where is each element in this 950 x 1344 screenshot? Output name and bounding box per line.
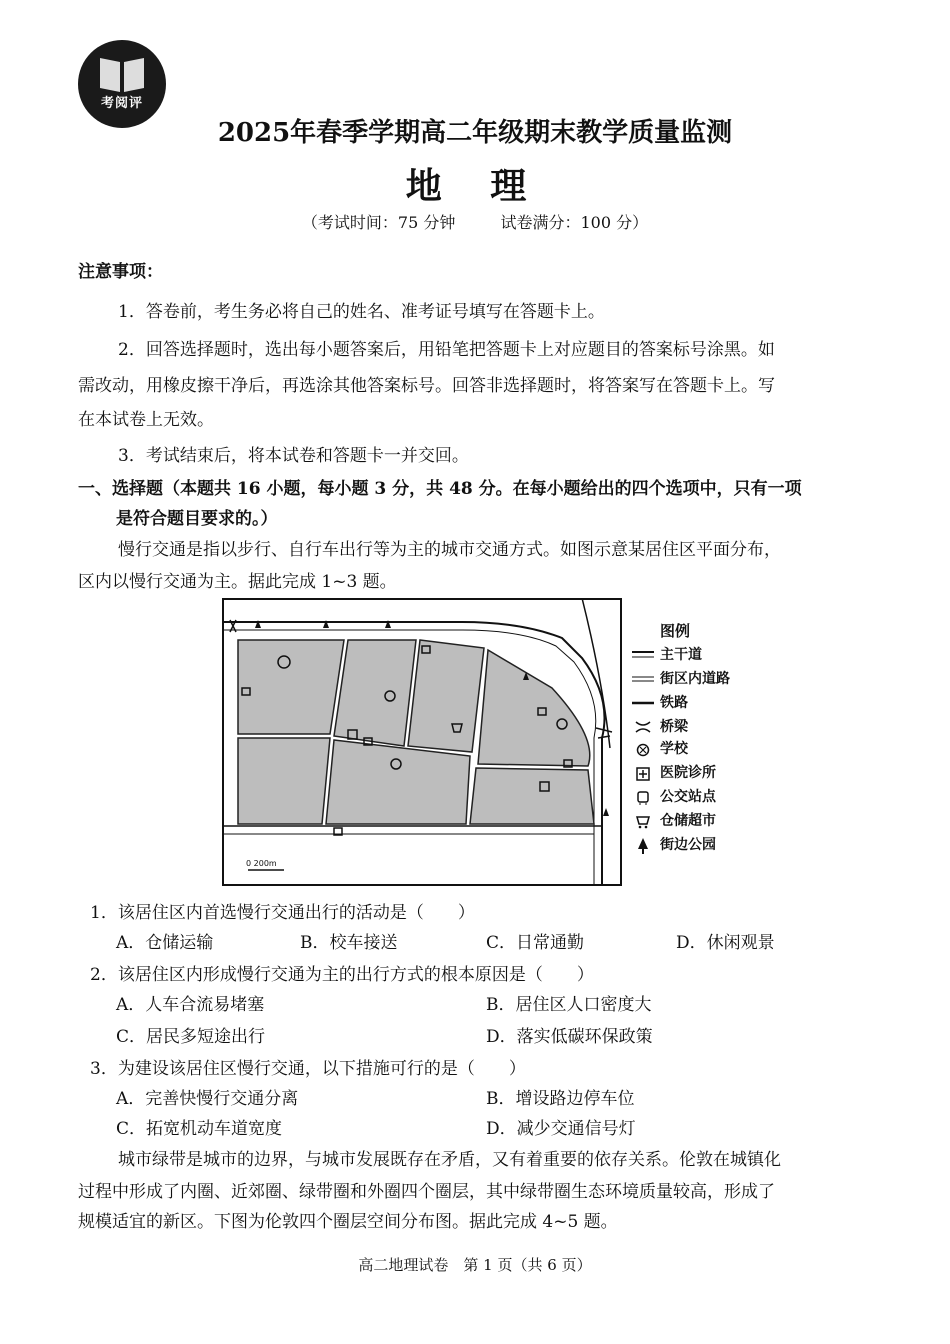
subject-title: 地 理: [405, 165, 545, 207]
legend-title: 图例: [660, 622, 691, 640]
question-stem: 2．该居住区内形成慢行交通为主的出行方式的根本原因是（ ）: [90, 965, 594, 985]
legend-label: 铁路: [660, 695, 688, 711]
exam-time: （考试时间：75 分钟: [301, 213, 456, 232]
notice-item: 3．考试结束后，将本试卷和答题卡一并交回。: [118, 446, 469, 466]
legend-label: 主干道: [660, 647, 702, 663]
bus-stop-icon: [636, 791, 650, 805]
intro-paragraph: 过程中形成了内圈、近郊圈、绿带圈和外圈四个圈层，其中绿带圈生态环境质量较高，形成了: [78, 1182, 775, 1202]
school-icon: [636, 743, 650, 757]
question-option: D．休闲观景: [676, 933, 775, 953]
legend-label: 街边公园: [660, 837, 716, 853]
exam-meta: [0, 210, 950, 233]
question-option: A．人车合流易堵塞: [116, 995, 265, 1015]
notice-item: 2．回答选择题时，选出每小题答案后，用铅笔把答题卡上对应题目的答案标号涂黑。如: [118, 340, 775, 360]
question-option: D．减少交通信号灯: [486, 1119, 636, 1139]
page-footer: 高二地理试卷 第 1 页（共 6 页）: [358, 1256, 592, 1274]
intro-paragraph: 规模适宜的新区。下图为伦敦四个圈层空间分布图。据此完成 4~5 题。: [78, 1212, 618, 1232]
section-heading-cont: 是符合题目要求的。）: [116, 509, 278, 529]
warehouse-market-icon: [636, 815, 650, 829]
question-option: A．完善快慢行交通分离: [116, 1089, 299, 1109]
legend-label: 桥梁: [660, 719, 688, 735]
intro-paragraph: 城市绿带是城市的边界，与城市发展既存在矛盾，又有着重要的依存关系。伦敦在城镇化: [118, 1150, 781, 1170]
question-option: B．增设路边停车位: [486, 1089, 635, 1109]
question-option: C．拓宽机动车道宽度: [116, 1119, 283, 1139]
bridge-icon: [634, 720, 652, 734]
map-legend: [632, 644, 752, 858]
legend-label: 仓储超市: [660, 813, 716, 829]
intro-paragraph: 慢行交通是指以步行、自行车出行等为主的城市交通方式。如图示意某居住区平面分布，: [118, 540, 781, 560]
question-option: A．仓储运输: [116, 933, 214, 953]
notice-heading: 注意事项：: [78, 262, 163, 282]
exam-title: 2025年春季学期高二年级期末教学质量监测: [217, 118, 733, 148]
hospital-icon: [636, 767, 650, 781]
question-stem: 3．为建设该居住区慢行交通，以下措施可行的是（ ）: [90, 1059, 526, 1079]
legend-label: 医院诊所: [660, 765, 716, 781]
question-stem: 1．该居住区内首选慢行交通出行的活动是（ ）: [90, 903, 475, 923]
notice-item: 需改动，用橡皮擦干净后，再选涂其他答案标号。回答非选择题时，将答案写在答题卡上。写: [78, 376, 775, 396]
notice-item: 1．答卷前，考生务必将自己的姓名、准考证号填写在答题卡上。: [118, 302, 605, 322]
park-icon: [637, 837, 649, 855]
question-option: C．居民多短途出行: [116, 1027, 266, 1047]
legend-label: 公交站点: [660, 789, 716, 805]
question-option: B．校车接送: [300, 933, 398, 953]
logo-text: 考阅评: [100, 96, 143, 111]
full-score: 试卷满分：100 分）: [500, 213, 649, 232]
question-option: D．落实低碳环保政策: [486, 1027, 653, 1047]
notice-item: 在本试卷上无效。: [78, 410, 214, 430]
intro-paragraph: 区内以慢行交通为主。据此完成 1~3 题。: [78, 572, 397, 592]
legend-label: 街区内道路: [660, 671, 730, 687]
question-option: B．居住区人口密度大: [486, 995, 652, 1015]
residential-map: [222, 598, 622, 886]
question-option: C．日常通勤: [486, 933, 585, 953]
section-heading: 一、选择题（本题共 16 小题，每小题 3 分，共 48 分。在每小题给出的四个选项中，只有一项: [78, 479, 802, 499]
legend-label: 学校: [660, 741, 688, 757]
map-scale: 0 200m: [246, 859, 277, 868]
